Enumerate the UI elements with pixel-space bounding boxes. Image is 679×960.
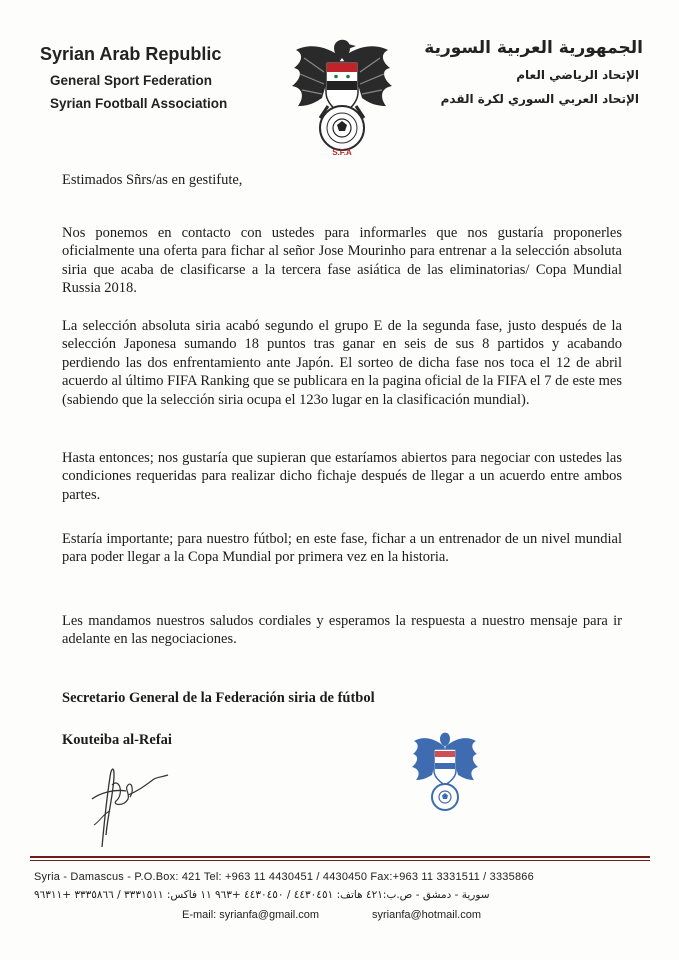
sfa-eagle-emblem: [290, 28, 394, 158]
footer-email-gmail: E-mail: syrianfa@gmail.com: [182, 909, 320, 921]
header-arabic: [413, 38, 643, 106]
footer-address-arabic: سورية - دمشق - ص.ب:٤٢١ هاتف: ٤٤٣٠٤٥١ / ٤٤٣٠٤٥٠ +٩٦٣ ١١ فاكس: ٣٣٣١٥١١ / ٣٣٣٥٨٦٦ +٩٦٣١١: [34, 889, 490, 901]
emblem-caption: S.F.A: [332, 148, 352, 157]
signatory-title: Secretario General de la Federación siria de fútbol: [62, 690, 375, 706]
paragraph-qualification: La selección absoluta siria acabó segundo el grupo E de la segunda fase, justo después de la selección Japonesa sumando 18 puntos tras ganar en seis de sus 8 partidos y acabando perdiendo las dos enfrentamiento ante Japón. El sorteo de dicha fase nos toca el 12 de abril acuerdo al último FIFA Ranking que se publicara en la pagina oficial de la FIFA el 7 de este mes (sabiendo que la selección siria ocupa el 123o lugar en la clasificación mundial).: [62, 317, 622, 408]
stamp-emblem: [410, 725, 480, 813]
paragraph-closing: Les mandamos nuestros saludos cordiales y esperamos la respuesta a nuestro mensaje para ir adelante en las negociaciones.: [62, 612, 622, 647]
handwritten-signature: [84, 755, 174, 855]
footer-divider-thin: [30, 860, 650, 861]
paragraph-offer: Nos ponemos en contacto con ustedes para informarles que nos gustaría proponerles oficialmente una oferta para fichar al señor Jose Mourinho para entrenar a la selección absoluta siria que acaba de clasificarse a la tercera fase asiática de las eliminatorias/ Copa Mundial Russia 2018.: [62, 224, 622, 296]
paragraph-importance: Estaría importante; para nuestro fútbol; en este fase, fichar a un entrenador de un nivel mundial para poder llegar a la Copa Mundial por primera vez en la historia.: [62, 530, 622, 565]
country-name-arabic: الجمهورية العربية السورية: [424, 38, 643, 58]
footer-address-english: Syria - Damascus - P.O.Box: 421 Tel: +963 11 4430451 / 4430450 Fax:+963 11 3331511 / 3335866: [34, 871, 534, 883]
letter-greeting: Estimados Sñrs/as en gestifute,: [62, 172, 243, 188]
signatory-name: Kouteiba al-Refai: [62, 732, 172, 748]
footer-divider-thick: [30, 856, 650, 858]
federation-name: General Sport Federation: [50, 73, 213, 88]
association-name: Syrian Football Association: [50, 96, 228, 111]
paragraph-negotiation: Hasta entonces; nos gustaría que supieran que estaríamos abiertos para negociar con ustedes las condiciones requeridas para realizar dicho fichaje después de llegar a un acuerdo entre ambos partes.: [62, 449, 622, 503]
federation-name-arabic: الإتحاد الرياضي العام: [516, 68, 639, 82]
association-name-arabic: الإتحاد العربي السوري لكرة القدم: [440, 92, 639, 106]
header-english: [36, 44, 266, 111]
country-name: Syrian Arab Republic: [40, 44, 222, 64]
footer-email-hotmail: syrianfa@hotmail.com: [372, 909, 481, 921]
